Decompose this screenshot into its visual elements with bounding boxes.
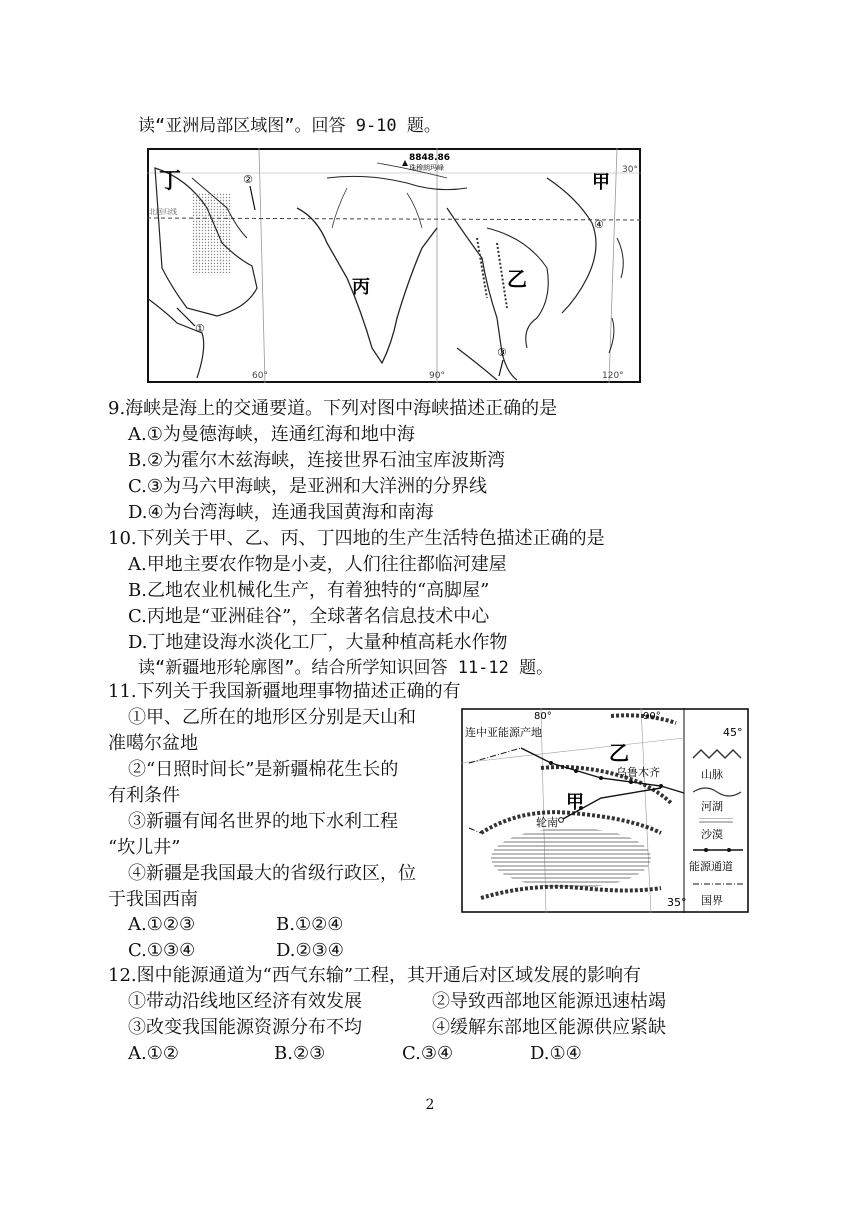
q11-statement-1a: ①甲、乙所在的地形区分别是天山和	[128, 707, 416, 728]
label-yi: 乙	[507, 267, 527, 291]
q12-statement-2: ②导致西部地区能源迅速枯竭	[432, 991, 666, 1012]
q12-option-a[interactable]: A.①②	[128, 1043, 179, 1064]
q11-stem: 11.下列关于我国新疆地理事物描述正确的有	[108, 681, 461, 702]
city-lunnan: 轮南	[536, 816, 558, 829]
q11-statement-1b: 准噶尔盆地	[108, 733, 198, 754]
q9-option-d[interactable]: D.④为台湾海峡，连通我国黄海和南海	[128, 502, 434, 523]
lat-30: 30°	[622, 165, 638, 175]
q10-option-a[interactable]: A.甲地主要农作物是小麦，人们往往都临河建屋	[128, 554, 507, 575]
q12-statement-1: ①带动沿线地区经济有效发展	[128, 991, 362, 1012]
q11-statement-2a: ②“日照时间长”是新疆棉花生长的	[128, 759, 399, 780]
legend-river: 河湖	[701, 800, 723, 813]
legend-pipeline: 能源通道	[689, 860, 733, 873]
lon-120: 120°	[602, 371, 624, 381]
label-jia: 甲	[592, 172, 610, 193]
q11-option-c[interactable]: C.①③④	[128, 940, 196, 961]
q12-stem: 12.图中能源通道为“西气东输”工程，其开通后对区域发展的影响有	[108, 965, 642, 986]
q11-option-d[interactable]: D.②③④	[276, 940, 344, 961]
page-number: 2	[425, 1097, 435, 1113]
peak-name-label: 珠穆朗玛峰	[409, 164, 444, 172]
city-urumqi: 乌鲁木齐	[616, 766, 660, 779]
q10-option-c[interactable]: C.丙地是“亚洲硅谷”，全球著名信息技术中心	[128, 606, 490, 627]
marker-4: ④	[594, 218, 604, 231]
q9-stem: 9.海峡是海上的交通要道。下列对图中海峡描述正确的是	[108, 398, 558, 419]
q12-statement-4: ④缓解东部地区能源供应紧缺	[432, 1017, 666, 1038]
intro-text-1: 读“亚洲局部区域图”。回答 9-10 题。	[138, 116, 441, 136]
marker-3: ③	[497, 346, 507, 359]
q11-statement-4b: 于我国西南	[108, 889, 198, 910]
q9-option-c[interactable]: C.③为马六甲海峡，是亚洲和大洋洲的分界线	[128, 476, 487, 497]
legend-mountain: 山脉	[701, 768, 723, 781]
q10-option-b[interactable]: B.乙地农业机械化生产，有着独特的“高脚屋”	[128, 580, 490, 601]
q11-statement-4a: ④新疆是我国最大的省级行政区，位	[128, 863, 416, 884]
label-jia: 甲	[566, 792, 584, 813]
q9-option-b[interactable]: B.②为霍尔木兹海峡，连接世界石油宝库波斯湾	[128, 450, 506, 471]
q11-option-a[interactable]: A.①②③	[128, 914, 196, 935]
q12-option-c[interactable]: C.③④	[402, 1043, 454, 1064]
peak-height-label: 8848.86	[409, 153, 450, 163]
q10-option-d[interactable]: D.丁地建设海水淡化工厂，大量种植高耗水作物	[128, 632, 508, 653]
q9-option-a[interactable]: A.①为曼德海峡，连通红海和地中海	[128, 424, 415, 445]
asia-region-map	[147, 148, 641, 383]
lon-80: 80°	[534, 711, 552, 722]
tropic-label: 北回归线	[149, 208, 177, 216]
legend-desert: 沙漠	[701, 828, 723, 841]
q11-statement-3a: ③新疆有闻名世界的地下水利工程	[128, 811, 398, 832]
intro-text-2: 读“新疆地形轮廓图”。结合所学知识回答 11-12 题。	[138, 658, 554, 678]
q11-option-b[interactable]: B.①②④	[276, 914, 344, 935]
q12-option-d[interactable]: D.①④	[530, 1043, 582, 1064]
lon-60: 60°	[252, 371, 268, 381]
legend-border: 国界	[701, 894, 723, 907]
q12-statement-3: ③改变我国能源资源分布不均	[128, 1017, 362, 1038]
q12-option-b[interactable]: B.②③	[274, 1043, 326, 1064]
label-yi: 乙	[609, 741, 629, 765]
lat-45: 45°	[723, 726, 743, 739]
q11-statement-2b: 有利条件	[108, 785, 180, 806]
top-label: 连中亚能源产地	[465, 726, 542, 739]
lon-90: 90°	[429, 371, 445, 381]
label-ding: 丁	[159, 169, 182, 194]
q10-stem: 10.下列关于甲、乙、丙、丁四地的生产生活特色描述正确的是	[108, 528, 605, 549]
q11-statement-3b: “坎儿井”	[108, 837, 181, 858]
marker-1: ①	[195, 322, 205, 335]
xinjiang-terrain-map	[461, 708, 749, 913]
lat-35: 35°	[667, 896, 687, 909]
marker-2: ②	[243, 173, 253, 186]
lon-90: 90°	[643, 711, 661, 722]
label-bing: 丙	[352, 277, 370, 298]
